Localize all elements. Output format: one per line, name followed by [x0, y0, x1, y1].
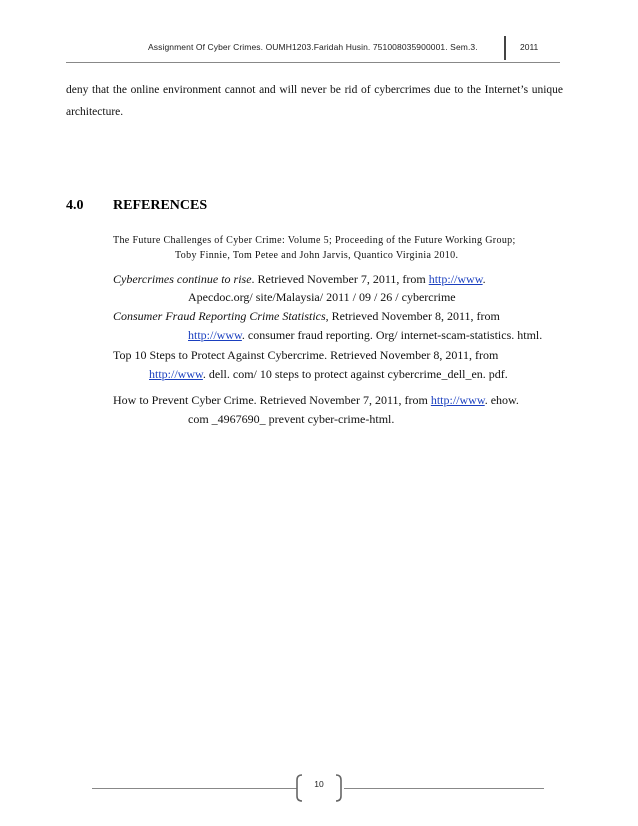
reference-text: . consumer fraud reporting. Org/ internet-scam-statistics. html.: [241, 328, 543, 342]
footer-rule-right: [344, 788, 544, 789]
reference-line-2: [113, 410, 519, 429]
footer-rule-left: [92, 788, 297, 789]
reference-line-1: [113, 307, 542, 326]
reference-text: How to Prevent Cyber Crime. Retrieved November 7, 2011, from: [113, 393, 431, 407]
running-header: Assignment Of Cyber Crimes. OUMH1203.Faridah Husin. 751008035900001. Sem.3.: [148, 42, 478, 52]
reference-line-2: [113, 365, 508, 384]
page-number: 10: [314, 779, 324, 789]
reference-link[interactable]: http://www: [430, 393, 485, 407]
reference-entry: [113, 270, 486, 306]
reference-link[interactable]: http://www: [149, 367, 203, 381]
reference-line-2: [113, 288, 486, 306]
body-paragraph: deny that the online environment cannot and will never be rid of cybercrimes due to the Internet’s unique architecture.: [66, 84, 563, 118]
reference-link[interactable]: http://www: [188, 328, 242, 342]
reference-text: . Retrieved November 7, 2011, from: [251, 272, 429, 286]
reference-line-1: [113, 391, 519, 410]
reference-entry: [113, 346, 508, 384]
reference-title: Consumer Fraud Reporting Crime Statistics: [113, 309, 326, 323]
header-year: 2011: [520, 42, 539, 52]
reference-title: Cybercrimes continue to rise: [113, 272, 252, 286]
reference-text: Toby Finnie, Tom Petee and John Jarvis, Quantico Virginia 2010.: [175, 250, 459, 261]
reference-line-1: [113, 346, 508, 365]
reference-line-2: [113, 326, 542, 345]
reference-entry: [113, 391, 519, 429]
section-title: REFERENCES: [113, 198, 208, 213]
section-number: 4.0: [66, 198, 84, 213]
reference-text: . ehow.: [484, 393, 519, 407]
reference-text: . dell. com/ 10 steps to protect against cybercrime_dell_en. pdf.: [202, 367, 508, 381]
header-rule: [66, 62, 560, 63]
reference-text: com _4967690_ prevent cyber-crime-html.: [188, 412, 395, 426]
reference-text: The Future Challenges of Cyber Crime: Volume 5; Proceeding of the Future Working Group;: [113, 235, 516, 246]
reference-line-1: [113, 233, 516, 248]
reference-text: Apecdoc.org/ site/Malaysia/ 2011 / 09 / 26 / cybercrime: [188, 290, 456, 304]
header-separator: [504, 36, 506, 60]
reference-line-2: [113, 248, 516, 263]
reference-link[interactable]: http://www: [428, 272, 483, 286]
reference-text: .: [482, 272, 486, 286]
reference-entry: [113, 307, 542, 345]
reference-line-1: [113, 270, 486, 288]
reference-text: Top 10 Steps to Protect Against Cybercrime. Retrieved November 8, 2011, from: [113, 348, 499, 362]
reference-text: , Retrieved November 8, 2011, from: [325, 309, 500, 323]
reference-entry: [113, 233, 516, 263]
